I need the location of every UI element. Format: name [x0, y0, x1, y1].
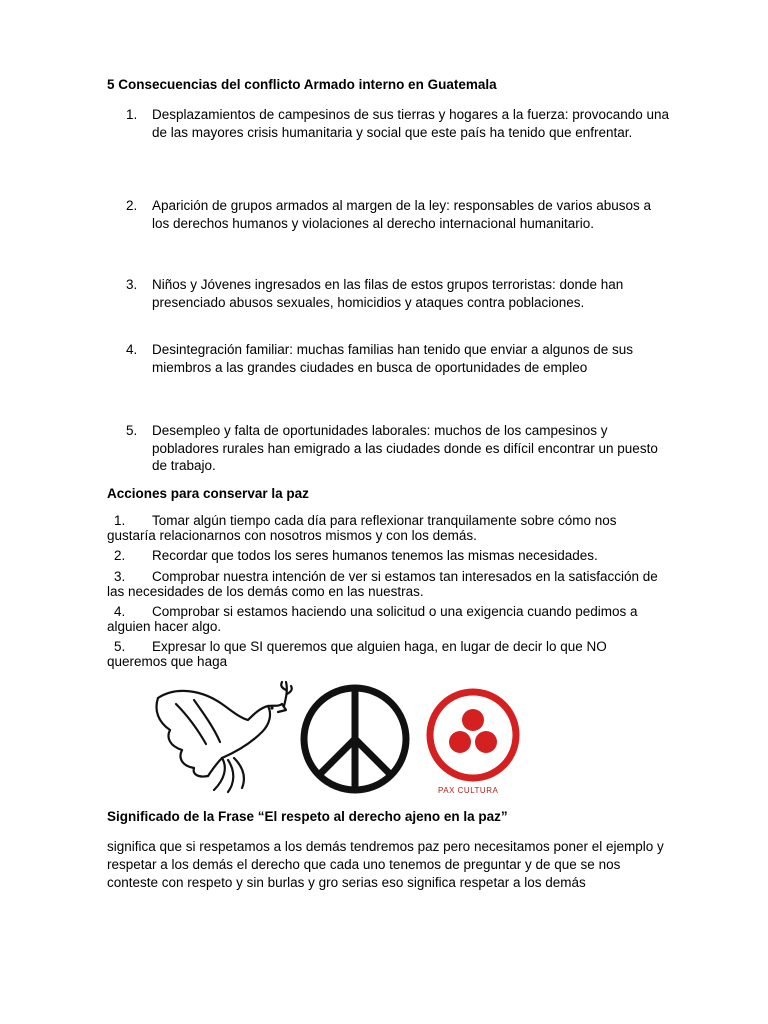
list-item-text: Tomar algún tiempo cada día para reflexionar tranquilamente sobre cómo nos gustaría relacionarnos con nosotros mismos y con los demás. — [107, 513, 617, 543]
list-item-text: Aparición de grupos armados al margen de la ley: responsables de varios abusos a los derechos humanos y violaciones al derecho internacional humanitario. — [152, 198, 652, 231]
list-item-number: 2. — [114, 548, 126, 563]
list-item-text: Comprobar si estamos haciendo una solicitud o una exigencia cuando pedimos a alguien hacer algo. — [107, 604, 638, 634]
pax-cultura-caption: PAX CULTURA — [438, 786, 499, 795]
list-item-number: 5. — [126, 423, 138, 438]
list-item-number: 1. — [114, 513, 126, 528]
peace-symbol-icon — [298, 682, 412, 796]
list-item-number: 3. — [126, 277, 138, 292]
list-item-number: 3. — [114, 569, 126, 584]
section-title-significado: Significado de la Frase “El respeto al derecho ajeno en la paz” — [107, 809, 508, 824]
list-item-text: Desempleo y falta de oportunidades laborales: muchos de los campesinos y pobladores rurales han emigrado a las ciudades donde es difícil encontrar un puesto de trabajo. — [152, 423, 658, 473]
pax-cultura-icon — [426, 688, 522, 798]
list-item-number: 4. — [126, 342, 138, 357]
list-item-text: Comprobar nuestra intención de ver si estamos tan interesados en la satisfacción de las necesidades de los demás como en las nuestras. — [107, 569, 658, 599]
list-item-number: 2. — [126, 198, 138, 213]
list-item-text: Desintegración familiar: muchas familias han tenido que enviar a algunos de sus miembros a las grandes ciudades en busca de oportunidades de empleo — [152, 342, 634, 375]
list-item-text: Desplazamientos de campesinos de sus tierras y hogares a la fuerza: provocando una de las mayores crisis humanitaria y social que este país ha tenido que enfrentar. — [152, 107, 670, 140]
list-item-number: 5. — [114, 639, 126, 654]
list-item-text: Niños y Jóvenes ingresados en las filas de estos grupos terroristas: donde han presenciado abusos sexuales, homicidios y ataques contra poblaciones. — [152, 277, 624, 310]
list-item-text: Recordar que todos los seres humanos tenemos las mismas necesidades. — [152, 548, 598, 563]
list-item-number: 1. — [126, 107, 138, 122]
dove-icon — [136, 680, 296, 795]
list-item-text: Expresar lo que SI queremos que alguien haga, en lugar de decir lo que NO queremos que haga — [107, 639, 607, 669]
section-title-consecuencias: 5 Consecuencias del conflicto Armado interno en Guatemala — [107, 77, 497, 92]
significado-paragraph: significa que si respetamos a los demás tendremos paz pero necesitamos poner el ejemplo y respetar a los demás el derecho que cada uno tenemos de preguntar y de que se nos conteste con respeto y sin burlas y gro serias eso significa respetar a los demás — [107, 839, 664, 890]
section-title-acciones: Acciones para conservar la paz — [107, 486, 309, 501]
list-item-number: 4. — [114, 604, 126, 619]
